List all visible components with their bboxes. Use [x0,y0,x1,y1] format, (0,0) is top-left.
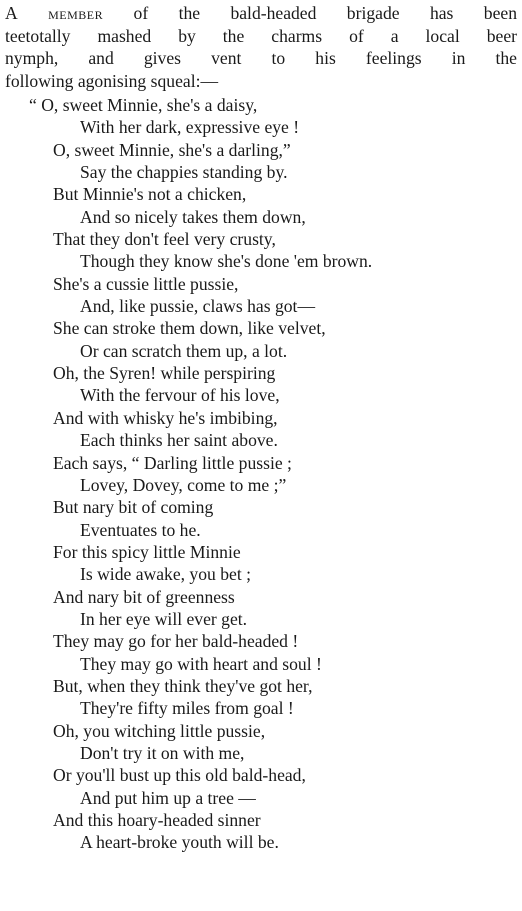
poem-line: Lovey, Dovey, come to me ;” [80,474,287,495]
poem-line: And this hoary-headed sinner [53,810,261,830]
intro-paragraph [5,2,517,92]
poem-line: Eventuates to he. [80,519,201,540]
poem-line: Is wide awake, you bet ; [80,564,251,585]
poem-line: In her eye will ever get. [80,608,248,629]
poem-line: Oh, the Syren! while perspiring [53,363,276,384]
poem [5,94,517,854]
poem-line: They may go with heart and soul ! [80,653,322,674]
intro-line [5,2,517,25]
poem-line: But nary bit of coming [53,497,214,518]
intro-lead-smallcaps: A member [5,3,104,23]
poem-line: Each says, “ Darling little pussie ; [53,452,292,473]
poem-line: And with whisky he's imbibing, [53,407,278,428]
poem-line: She's a cussie little pussie, [53,273,239,294]
poem-line: “ O, sweet Minnie, she's a daisy, [29,95,258,115]
newspaper-clipping [5,2,517,854]
poem-line: And nary bit of greenness [53,586,235,607]
intro-line-text: of the bald-headed brigade has been [103,3,517,23]
poem-line: Or you'll bust up this old bald-head, [53,765,306,786]
intro-line: following agonising squeal:— [5,70,219,91]
poem-line: Each thinks her saint above. [80,430,278,451]
poem-line: But, when they think they've got her, [53,675,313,696]
poem-line: And put him up a tree — [80,787,256,808]
intro-line: teetotally mashed by the charms of a local beer [5,25,517,46]
poem-line: She can stroke them down, like velvet, [53,318,326,339]
poem-line: Though they know she's done 'em brown. [80,251,373,272]
poem-line: Don't try it on with me, [80,742,245,763]
poem-line: And so nicely takes them down, [80,206,306,227]
poem-line: Or can scratch them up, a lot. [80,340,288,361]
poem-line: That they don't feel very crusty, [53,229,276,250]
poem-line: And, like pussie, claws has got— [80,296,316,317]
poem-line: O, sweet Minnie, she's a darling,” [53,139,291,160]
poem-line: For this spicy little Minnie [53,541,241,562]
poem-line: They may go for her bald-headed ! [53,631,299,652]
poem-line: With her dark, expressive eye ! [80,117,300,138]
poem-line: Say the chappies standing by. [80,162,288,183]
intro-line: nymph, and gives vent to his feelings in the [5,48,517,68]
poem-line: Oh, you witching little pussie, [53,720,266,741]
poem-line: But Minnie's not a chicken, [53,184,247,205]
poem-line: With the fervour of his love, [80,385,280,406]
poem-line: They're fifty miles from goal ! [80,698,294,719]
poem-line: A heart-broke youth will be. [80,832,279,853]
